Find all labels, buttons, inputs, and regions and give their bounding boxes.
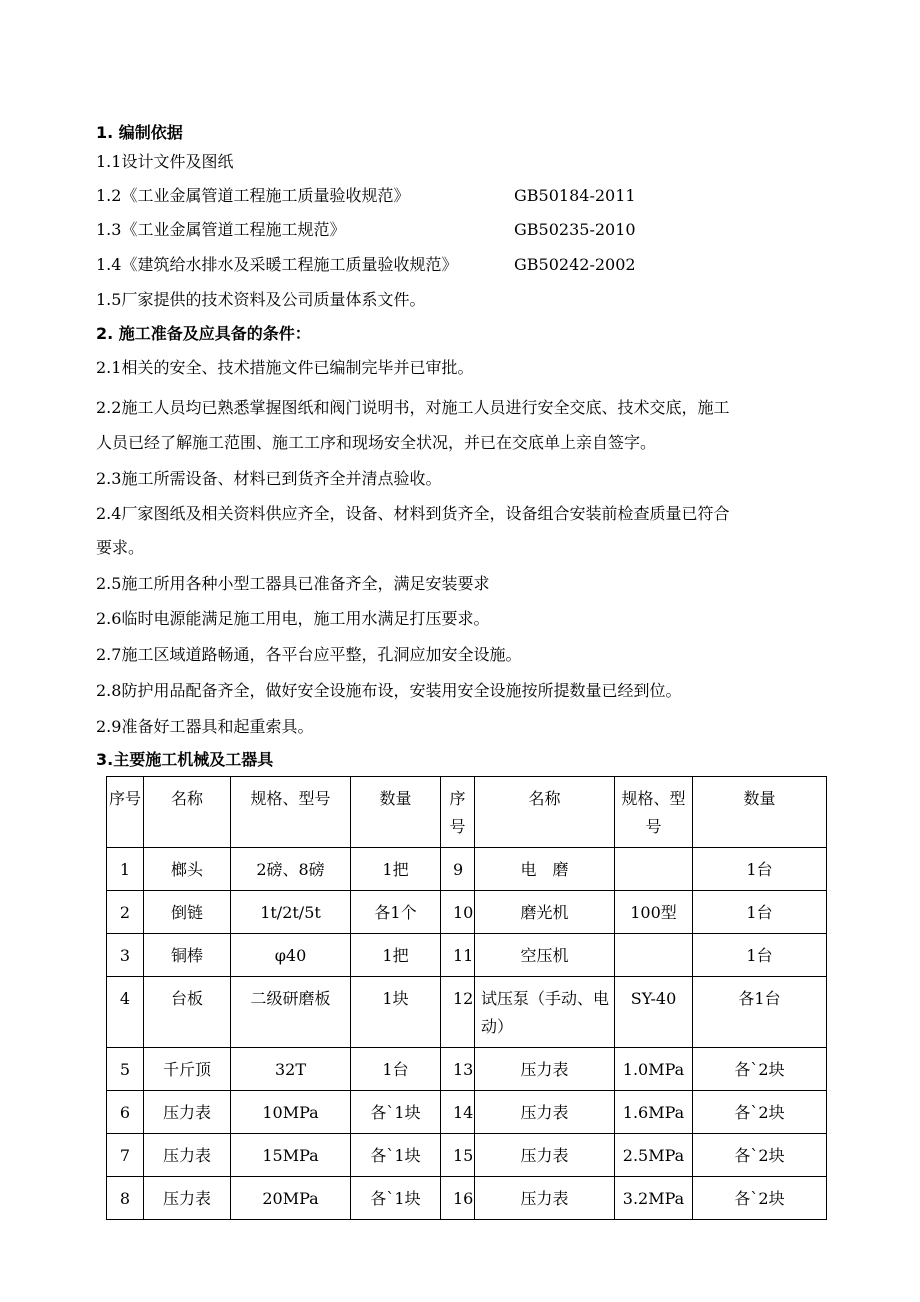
table-row xyxy=(107,977,827,1048)
s1-item-4: 1.4《建筑给水排水及采暖工程施工质量验收规范》 xyxy=(96,255,458,274)
table-cell: 8 xyxy=(107,1177,144,1220)
table-cell: 6 xyxy=(107,1091,144,1134)
table-cell: 二级研磨板 xyxy=(231,977,351,1048)
table-cell: 各`1块 xyxy=(351,1091,441,1134)
s1-code-3: GB50235-2010 xyxy=(514,220,636,239)
s2-item-2a: 2.2施工人员均已熟悉掌握图纸和阀门说明书，对施工人员进行安全交底、技术交底，施工 xyxy=(96,398,730,417)
s1-item-1: 1.1设计文件及图纸 xyxy=(96,152,234,171)
table-cell: 3 xyxy=(107,934,144,977)
section-1-title: 1. 编制依据 xyxy=(96,123,183,142)
s2-item-7: 2.7施工区域道路畅通，各平台应平整，孔洞应加安全设施。 xyxy=(96,645,522,664)
table-cell: 压力表 xyxy=(475,1091,615,1134)
table-cell: 3.2MPa xyxy=(615,1177,693,1220)
table-cell: 11 xyxy=(441,934,475,977)
table-row xyxy=(107,1177,827,1220)
s1-code-2: GB50184-2011 xyxy=(514,186,636,205)
s2-item-8: 2.8防护用品配备齐全，做好安全设施布设，安装用安全设施按所提数量已经到位。 xyxy=(96,681,682,700)
table-cell: 10MPa xyxy=(231,1091,351,1134)
s1-code-4: GB50242-2002 xyxy=(514,255,636,274)
table-cell: 各1台 xyxy=(693,977,827,1048)
table-header-row xyxy=(107,777,827,848)
section-2-title: 2. 施工准备及应具备的条件： xyxy=(96,324,311,343)
table-cell: 4 xyxy=(107,977,144,1048)
table-cell: 2磅、8磅 xyxy=(231,848,351,891)
table-cell: 1台 xyxy=(693,891,827,934)
header-cell: 数量 xyxy=(693,777,827,848)
table-cell: 10 xyxy=(441,891,475,934)
s1-item-5: 1.5厂家提供的技术资料及公司质量体系文件。 xyxy=(96,290,426,309)
s2-item-1: 2.1相关的安全、技术措施文件已编制完毕并已审批。 xyxy=(96,358,474,377)
s2-item-4a: 2.4厂家图纸及相关资料供应齐全，设备、材料到货齐全，设备组合安装前检查质量已符合 xyxy=(96,504,730,523)
table-cell: 15 xyxy=(441,1134,475,1177)
table-cell: 各`2块 xyxy=(693,1177,827,1220)
table-cell: 压力表 xyxy=(144,1134,231,1177)
table-row xyxy=(107,1091,827,1134)
table-cell: 32T xyxy=(231,1048,351,1091)
table-cell: 磨光机 xyxy=(475,891,615,934)
table-cell: 各`2块 xyxy=(693,1048,827,1091)
s2-item-5: 2.5施工所用各种小型工器具已准备齐全，满足安装要求 xyxy=(96,574,490,593)
table-row xyxy=(107,848,827,891)
header-cell: 规格、型号 xyxy=(615,777,693,848)
table-row xyxy=(107,1134,827,1177)
table-cell xyxy=(615,934,693,977)
table-cell: 2 xyxy=(107,891,144,934)
table-cell: 压力表 xyxy=(475,1048,615,1091)
table-cell: 14 xyxy=(441,1091,475,1134)
header-cell: 序号 xyxy=(107,777,144,848)
table-cell: 7 xyxy=(107,1134,144,1177)
table-cell: 1.6MPa xyxy=(615,1091,693,1134)
table-cell: 13 xyxy=(441,1048,475,1091)
table-cell: 倒链 xyxy=(144,891,231,934)
table-cell: 1台 xyxy=(351,1048,441,1091)
section-3-title: 3.主要施工机械及工器具 xyxy=(96,750,274,769)
table-cell: 15MPa xyxy=(231,1134,351,1177)
table-cell: 各`2块 xyxy=(693,1134,827,1177)
header-cell: 名称 xyxy=(144,777,231,848)
table-cell: SY-40 xyxy=(615,977,693,1048)
table-cell: 各`1块 xyxy=(351,1177,441,1220)
table-cell: 100型 xyxy=(615,891,693,934)
table-cell: 16 xyxy=(441,1177,475,1220)
table-cell: 各1个 xyxy=(351,891,441,934)
table-cell: 1把 xyxy=(351,848,441,891)
table-cell xyxy=(615,848,693,891)
header-cell: 规格、型号 xyxy=(231,777,351,848)
table-cell: 1块 xyxy=(351,977,441,1048)
table-cell: 电 磨 xyxy=(475,848,615,891)
table-cell: 2.5MPa xyxy=(615,1134,693,1177)
table-cell: 压力表 xyxy=(144,1177,231,1220)
s1-item-3: 1.3《工业金属管道工程施工规范》 xyxy=(96,220,346,239)
table-cell: 1把 xyxy=(351,934,441,977)
s2-item-2b: 人员已经了解施工范围、施工工序和现场安全状况，并已在交底单上亲自签字。 xyxy=(96,433,657,452)
table-cell: 压力表 xyxy=(144,1091,231,1134)
table-cell: 试压泵（手动、电动） xyxy=(475,977,615,1048)
table-cell: 压力表 xyxy=(475,1177,615,1220)
table-cell: 空压机 xyxy=(475,934,615,977)
table-cell: 1台 xyxy=(693,848,827,891)
table-row xyxy=(107,1048,827,1091)
table-cell: 各`2块 xyxy=(693,1091,827,1134)
equipment-table xyxy=(106,776,827,1220)
header-cell: 名称 xyxy=(475,777,615,848)
s2-item-6: 2.6临时电源能满足施工用电，施工用水满足打压要求。 xyxy=(96,609,490,628)
table-row xyxy=(107,934,827,977)
table-row xyxy=(107,891,827,934)
s2-item-3: 2.3施工所需设备、材料已到货齐全并清点验收。 xyxy=(96,469,442,488)
header-cell: 序号 xyxy=(441,777,475,848)
s2-item-9: 2.9准备好工器具和起重索具。 xyxy=(96,717,314,736)
table-cell: 9 xyxy=(441,848,475,891)
table-cell: 5 xyxy=(107,1048,144,1091)
table-cell: 榔头 xyxy=(144,848,231,891)
table-cell: 压力表 xyxy=(475,1134,615,1177)
table-cell: 1台 xyxy=(693,934,827,977)
header-cell: 数量 xyxy=(351,777,441,848)
table-cell: 铜棒 xyxy=(144,934,231,977)
table-cell: 1 xyxy=(107,848,144,891)
s2-item-4b: 要求。 xyxy=(96,538,145,557)
table-cell: 台板 xyxy=(144,977,231,1048)
table-cell: 12 xyxy=(441,977,475,1048)
table-cell: φ40 xyxy=(231,934,351,977)
table-cell: 各`1块 xyxy=(351,1134,441,1177)
table-cell: 20MPa xyxy=(231,1177,351,1220)
table-cell: 1.0MPa xyxy=(615,1048,693,1091)
table-cell: 千斤顶 xyxy=(144,1048,231,1091)
table-cell: 1t/2t/5t xyxy=(231,891,351,934)
s1-item-2: 1.2《工业金属管道工程施工质量验收规范》 xyxy=(96,186,410,205)
